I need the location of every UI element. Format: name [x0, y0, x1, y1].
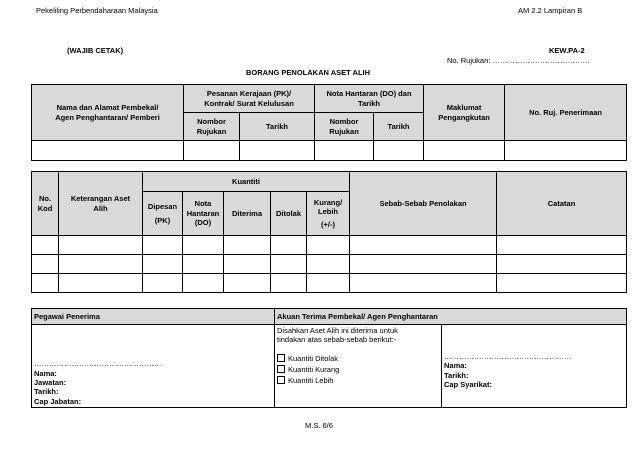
acknowledgement-table — [31, 308, 627, 408]
checkbox-excess[interactable]: Kuantiti Lebih — [277, 375, 439, 386]
supplier-ack-header: Akuan Terima Pembekal/ Agen Penghantaran — [275, 309, 627, 325]
page-number: M.S. 6/6 — [305, 421, 333, 430]
checkbox-short[interactable]: Kuantiti Kurang — [277, 364, 439, 375]
pk-date-header: Tarikh — [240, 113, 315, 141]
table-row — [32, 236, 627, 255]
do-number-header: Nombor Rujukan — [315, 113, 374, 141]
checkbox-rejected[interactable]: Kuantiti Ditolak — [277, 353, 439, 364]
description-header: Keterangan Aset Alih — [59, 172, 143, 236]
table-row — [32, 274, 627, 293]
transport-header: Maklumat Pengangkutan — [424, 85, 505, 141]
table-row — [32, 255, 627, 274]
reason-header: Sebab-Sebab Penolakan — [350, 172, 497, 236]
delivery-note-header: Nota Hantaran (DO) — [183, 192, 224, 236]
do-number-cell[interactable] — [315, 141, 374, 161]
pk-number-cell[interactable] — [184, 141, 240, 161]
header-right: AM 2.2 Lampiran B — [518, 6, 583, 15]
receiving-officer-cell[interactable] — [32, 325, 275, 408]
checkbox-icon[interactable] — [277, 365, 285, 373]
signature-line: …………………………………………… — [34, 359, 162, 369]
checkbox-icon[interactable] — [277, 354, 285, 362]
position-label: Jawatan: — [34, 377, 67, 387]
do-header: Nota Hantaran (DO) dan Tarikh — [315, 85, 424, 113]
dept-stamp-label: Cap Jabatan: — [34, 396, 82, 406]
table-row — [32, 141, 627, 161]
name-label: Nama: — [444, 361, 467, 371]
supplier-ack-cell: Disahkan Aset Alih ini diterima untuk tindakan atas sebab-sebab berikut:- Kuantiti Ditolak Kuantiti Kurang Kuantiti Lebih — [275, 325, 442, 408]
company-stamp-label: Cap Syarikat: — [444, 380, 492, 390]
form-title: BORANG PENOLAKAN ASET ALIH — [246, 68, 371, 77]
notes-header: Catatan — [497, 172, 627, 236]
supplier-signature-cell[interactable] — [442, 325, 627, 408]
form-code: KEW.PA-2 — [549, 46, 585, 55]
transport-cell[interactable] — [424, 141, 505, 161]
receipt-ref-header: No. Ruj. Penerimaan — [505, 85, 627, 141]
supplier-name-header: Nama dan Alamat Pembekal/ Agen Penghantaran/ Pemberi — [32, 85, 184, 141]
no-rujukan: No. Rujukan: ………………………………… — [447, 56, 590, 65]
name-label: Nama: — [34, 368, 57, 378]
code-header: No. Kod — [32, 172, 59, 236]
pk-header: Pesanan Kerajaan (PK)/ Kontrak/ Surat Kelulusan — [184, 85, 315, 113]
do-date-header: Tarikh — [374, 113, 424, 141]
date-label: Tarikh: — [34, 387, 59, 397]
asset-table — [31, 171, 627, 293]
header-left: Pekeliling Perbendaharaan Malaysia — [36, 6, 158, 15]
supplier-table — [31, 84, 627, 161]
do-date-cell[interactable] — [374, 141, 424, 161]
received-header: Diterima — [224, 192, 271, 236]
wajib-cetak: (WAJIB CETAK) — [67, 46, 124, 55]
signature-line: …………………………………………… — [444, 352, 572, 361]
receiving-officer-header: Pegawai Penerima — [32, 309, 275, 325]
pk-date-cell[interactable] — [240, 141, 315, 161]
rejected-header: Ditolak — [271, 192, 307, 236]
ordered-header: Dipesan (PK) — [143, 192, 183, 236]
pk-number-header: Nombor Rujukan — [184, 113, 240, 141]
date-label: Tarikh: — [444, 370, 469, 380]
receipt-ref-cell[interactable] — [505, 141, 627, 161]
quantity-header: Kuantiti — [143, 172, 350, 192]
short-excess-header: Kurang/ Lebih (+/-) — [307, 192, 350, 236]
checkbox-icon[interactable] — [277, 376, 285, 384]
supplier-name-cell[interactable] — [32, 141, 184, 161]
